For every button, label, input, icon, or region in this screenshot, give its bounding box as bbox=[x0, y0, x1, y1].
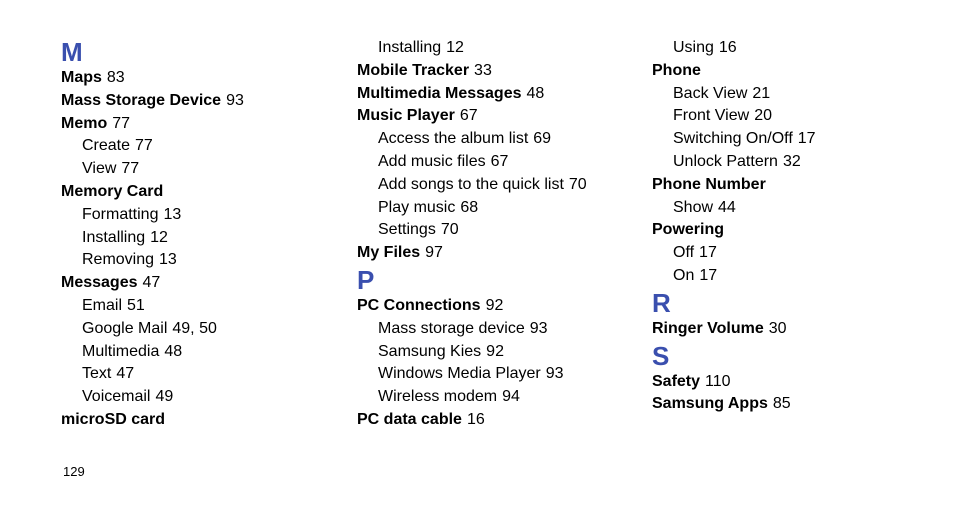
index-page-ref: 48 bbox=[164, 342, 183, 360]
index-page-ref: 17 bbox=[699, 244, 717, 262]
index-page-ref: 21 bbox=[752, 84, 771, 102]
index-entry bbox=[61, 409, 341, 432]
index-subentry bbox=[357, 386, 637, 409]
index-page-ref: 12 bbox=[150, 228, 168, 246]
index-subentry bbox=[652, 265, 932, 288]
index-term: Off bbox=[673, 244, 695, 262]
section-letter: M bbox=[61, 37, 83, 67]
index-subentry bbox=[652, 37, 932, 60]
index-subentry bbox=[357, 37, 637, 60]
index-subentry bbox=[61, 135, 341, 158]
index-column-1 bbox=[61, 37, 341, 432]
index-page-ref: 17 bbox=[797, 130, 816, 148]
index-subentry bbox=[652, 105, 932, 128]
index-term: Phone Number bbox=[652, 175, 766, 193]
index-entry bbox=[61, 272, 341, 295]
index-entry bbox=[652, 60, 932, 83]
index-term: Formatting bbox=[82, 205, 159, 223]
index-term: Mass Storage Device bbox=[61, 91, 222, 109]
index-subentry bbox=[61, 249, 341, 272]
index-term: PC Connections bbox=[357, 296, 481, 314]
index-subentry bbox=[357, 219, 637, 242]
index-term: Samsung Kies bbox=[378, 342, 482, 360]
index-page-ref: 67 bbox=[490, 152, 509, 170]
index-page-ref: 77 bbox=[121, 160, 140, 178]
index-page-ref: 48 bbox=[526, 84, 545, 102]
index-term: Maps bbox=[61, 69, 102, 86]
index-term: Installing bbox=[82, 228, 146, 246]
index-page-ref: 13 bbox=[159, 251, 177, 269]
index-term: Back View bbox=[673, 84, 748, 102]
index-subentry bbox=[61, 295, 341, 318]
index-page-ref: 20 bbox=[754, 107, 772, 125]
index-term: Safety bbox=[652, 372, 701, 390]
index-entry bbox=[61, 67, 341, 90]
index-term: Using bbox=[673, 39, 714, 56]
index-term: Switching On/Off bbox=[673, 130, 793, 148]
index-entry bbox=[61, 113, 341, 136]
index-term: Windows Media Player bbox=[378, 365, 541, 383]
index-page-ref: 30 bbox=[768, 319, 787, 337]
index-term: Wireless modem bbox=[378, 388, 498, 406]
index-term: Multimedia bbox=[82, 342, 160, 360]
index-entry bbox=[652, 219, 932, 242]
index-page-ref: 33 bbox=[474, 61, 492, 79]
index-term: Add music files bbox=[378, 152, 486, 170]
index-term: Powering bbox=[652, 221, 725, 239]
index-term: Ringer Volume bbox=[652, 319, 764, 337]
index-term: Mass storage device bbox=[378, 319, 525, 337]
index-term: Mobile Tracker bbox=[357, 61, 470, 79]
index-subentry bbox=[61, 204, 341, 227]
index-subentry bbox=[61, 386, 341, 409]
index-subentry bbox=[61, 341, 341, 364]
index-column-3 bbox=[652, 37, 932, 416]
index-term: PC data cable bbox=[357, 410, 462, 428]
page-number: 129 bbox=[63, 464, 85, 479]
index-subentry bbox=[652, 197, 932, 220]
index-term: Voicemail bbox=[82, 388, 151, 406]
index-page-ref: 49 bbox=[155, 388, 174, 406]
index-entry bbox=[652, 318, 932, 341]
section-letter: S bbox=[652, 340, 670, 371]
index-term: Add songs to the quick list bbox=[378, 175, 564, 193]
index-page-ref: 69 bbox=[533, 130, 552, 148]
index-page-ref: 51 bbox=[127, 296, 145, 314]
index-term: Google Mail bbox=[82, 319, 168, 337]
index-term: Removing bbox=[82, 251, 155, 269]
index-entry bbox=[357, 83, 637, 106]
index-page-ref: 92 bbox=[485, 296, 504, 314]
index-entry bbox=[652, 174, 932, 197]
index-term: Email bbox=[82, 296, 123, 314]
index-page-ref: 16 bbox=[466, 410, 485, 428]
index-term: Memory Card bbox=[61, 182, 164, 200]
index-entry bbox=[357, 295, 637, 318]
index-page-ref: 85 bbox=[772, 395, 791, 413]
index-term: Phone bbox=[652, 61, 701, 79]
index-entry bbox=[652, 371, 932, 394]
index-page-ref: 47 bbox=[142, 274, 161, 292]
index-subentry bbox=[357, 151, 637, 174]
index-term: microSD card bbox=[61, 410, 166, 428]
index-page-ref: 12 bbox=[446, 39, 464, 56]
index-page-ref: 94 bbox=[502, 388, 520, 406]
index-subentry bbox=[61, 227, 341, 250]
index-term: Installing bbox=[378, 39, 442, 56]
index-subentry bbox=[61, 158, 341, 181]
index-subentry bbox=[357, 174, 637, 197]
index-entry bbox=[357, 409, 637, 432]
index-term: Play music bbox=[378, 198, 456, 216]
index-term: Unlock Pattern bbox=[673, 152, 778, 170]
index-term: Show bbox=[673, 198, 714, 216]
index-page-ref: 44 bbox=[718, 198, 736, 216]
index-page-ref: 47 bbox=[116, 365, 135, 383]
index-subentry bbox=[61, 363, 341, 386]
index-page-ref: 77 bbox=[135, 137, 153, 155]
index-term: Music Player bbox=[357, 107, 455, 125]
index-subentry bbox=[652, 83, 932, 106]
index-page-ref: 49, 50 bbox=[172, 319, 217, 337]
index-page-ref: 70 bbox=[568, 175, 587, 193]
index-subentry bbox=[357, 318, 637, 341]
index-term: Create bbox=[82, 137, 131, 155]
index-entry bbox=[652, 393, 932, 416]
index-page-ref: 97 bbox=[425, 244, 443, 262]
index-page-ref: 67 bbox=[459, 107, 478, 125]
index-term: View bbox=[82, 160, 117, 178]
index-subentry bbox=[61, 318, 341, 341]
index-term: My Files bbox=[357, 244, 421, 262]
index-page-ref: 16 bbox=[718, 39, 737, 56]
index-subentry bbox=[652, 128, 932, 151]
section-letter: R bbox=[652, 287, 671, 318]
index-page-ref: 68 bbox=[460, 198, 479, 216]
index-term: Front View bbox=[673, 107, 750, 125]
index-column-2 bbox=[357, 37, 637, 432]
index-page-ref: 110 bbox=[705, 372, 731, 390]
index-page-ref: 13 bbox=[163, 205, 182, 223]
index-page-ref: 32 bbox=[782, 152, 801, 170]
section-letter: P bbox=[357, 264, 375, 295]
index-term: Text bbox=[82, 365, 112, 383]
index-subentry bbox=[652, 242, 932, 265]
index-subentry bbox=[357, 341, 637, 364]
index-term: Memo bbox=[61, 114, 108, 132]
index-term: Access the album list bbox=[378, 130, 529, 148]
index-term: Settings bbox=[378, 221, 436, 239]
index-page-ref: 77 bbox=[112, 114, 131, 132]
index-page-ref: 83 bbox=[106, 69, 125, 86]
index-entry bbox=[357, 60, 637, 83]
index-term: Multimedia Messages bbox=[357, 84, 522, 102]
index-subentry bbox=[357, 197, 637, 220]
index-page-ref: 93 bbox=[545, 365, 564, 383]
index-subentry bbox=[357, 128, 637, 151]
index-page-ref: 93 bbox=[226, 91, 244, 109]
index-entry bbox=[61, 90, 341, 113]
index-entry bbox=[61, 181, 341, 204]
index-page-ref: 93 bbox=[529, 319, 548, 337]
index-page-ref: 70 bbox=[440, 221, 459, 239]
index-term: Samsung Apps bbox=[652, 395, 768, 413]
index-subentry bbox=[357, 363, 637, 386]
index-page-ref: 17 bbox=[699, 266, 718, 284]
index-subentry bbox=[652, 151, 932, 174]
index-term: Messages bbox=[61, 274, 138, 292]
index-entry bbox=[357, 105, 637, 128]
index-entry bbox=[357, 242, 637, 265]
index-term: On bbox=[673, 266, 695, 284]
index-page-ref: 92 bbox=[486, 342, 504, 360]
